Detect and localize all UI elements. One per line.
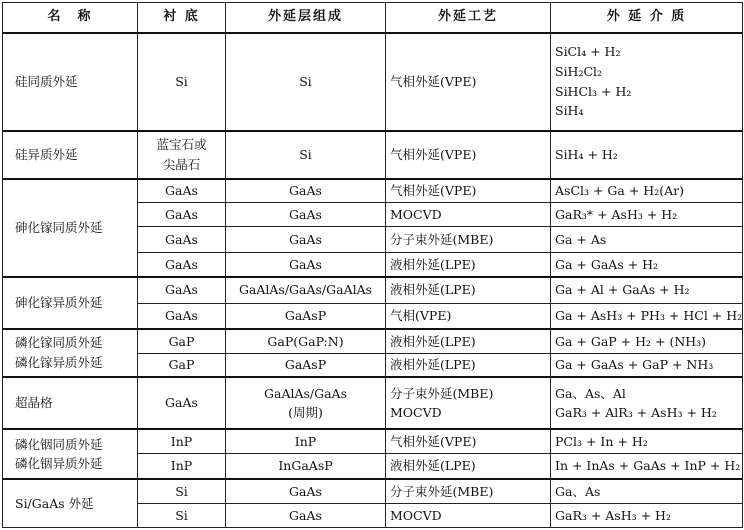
substrate-cell: [138, 253, 226, 277]
layer-cell-line: GaAs: [289, 207, 322, 223]
layer-cell: [226, 131, 386, 179]
layer-cell-line: Si: [299, 146, 312, 162]
medium-cell: [551, 303, 743, 329]
substrate-cell-line: Si: [175, 483, 188, 499]
medium-cell-line: SiHCl₃ + H₂: [555, 83, 632, 99]
material-name-line: 磷化铟异质外延: [15, 456, 103, 472]
substrate-cell: [138, 429, 226, 453]
process-cell-line: 液相外延(LPE): [390, 458, 476, 474]
substrate-cell: [138, 479, 226, 503]
material-name: [3, 179, 138, 277]
material-name-line: 磷化铟同质外延: [15, 436, 103, 452]
layer-cell-line: GaAs: [289, 256, 322, 272]
substrate-cell-line: GaAs: [165, 256, 198, 272]
material-name-line: 硅异质外延: [15, 146, 78, 162]
process-cell: [386, 479, 551, 503]
header-substrate: 衬 底: [138, 3, 226, 33]
medium-cell-line: Ga、As、Al: [555, 385, 626, 401]
medium-cell-line: SiH₄ + H₂: [555, 146, 618, 162]
medium-cell-line: Ga + As: [555, 232, 607, 248]
material-name-line: 硅同质外延: [15, 73, 78, 89]
layer-cell-line: GaAs: [289, 232, 322, 248]
layer-cell-line: InP: [294, 433, 317, 449]
medium-cell-line: AsCl₃ + Ga + H₂(Ar): [555, 183, 684, 199]
substrate-cell: [138, 33, 226, 131]
medium-cell: [551, 131, 743, 179]
substrate-cell-line: InP: [170, 433, 193, 449]
substrate-cell: [138, 227, 226, 253]
substrate-cell: [138, 179, 226, 203]
epitaxy-table: [2, 2, 742, 528]
substrate-cell: [138, 453, 226, 479]
medium-cell: [551, 277, 743, 303]
medium-cell: [551, 179, 743, 203]
layer-cell: [226, 303, 386, 329]
layer-cell: [226, 377, 386, 429]
table-row: [3, 179, 743, 203]
process-cell: [386, 227, 551, 253]
header-medium: 外 延 介 质: [551, 3, 743, 33]
process-cell-line: 气相(VPE): [390, 307, 452, 323]
process-cell-line: 液相外延(LPE): [390, 256, 476, 272]
process-cell: [386, 303, 551, 329]
substrate-cell-line: GaAs: [165, 232, 198, 248]
substrate-cell: [138, 353, 226, 377]
table-body: [3, 33, 743, 528]
process-cell: [386, 33, 551, 131]
material-name-line: Si/GaAs 外延: [15, 495, 94, 511]
material-name-line: 磷化镓同质外延: [15, 335, 103, 351]
substrate-cell-line: 尖晶石: [162, 156, 201, 172]
process-cell: [386, 377, 551, 429]
substrate-cell: [138, 203, 226, 227]
header-process: 外延工艺: [386, 3, 551, 33]
material-name-line: 砷化镓同质外延: [15, 220, 103, 236]
substrate-cell-line: GaAs: [165, 207, 198, 223]
medium-cell-line: GaR₃ + AsH₃ + H₂: [555, 507, 671, 523]
substrate-cell-line: Si: [175, 507, 188, 523]
material-name: [3, 429, 138, 479]
medium-cell: [551, 429, 743, 453]
header-row: [3, 3, 743, 33]
process-cell-line: 分子束外延(MBE): [390, 483, 494, 499]
material-name-line: 超晶格: [15, 395, 53, 411]
medium-cell-line: Ga、As: [555, 483, 601, 499]
medium-cell-line: Ga + GaAs + H₂: [555, 256, 659, 272]
medium-cell-line: Ga + GaP + H₂ + (NH₃): [555, 333, 707, 349]
layer-cell: [226, 203, 386, 227]
layer-cell-line: (周期): [288, 405, 323, 421]
table-row: [3, 429, 743, 453]
medium-cell-line: GaR₃* + AsH₃ + H₂: [555, 207, 678, 223]
layer-cell: [226, 479, 386, 503]
medium-cell-line: Ga + AsH₃ + PH₃ + HCl + H₂: [555, 307, 743, 323]
substrate-cell-line: 蓝宝石或: [156, 137, 207, 153]
layer-cell-line: GaAsP: [284, 307, 327, 323]
process-cell: [386, 329, 551, 353]
process-cell-line: MOCVD: [390, 207, 442, 223]
material-name: [3, 377, 138, 429]
medium-cell: [551, 453, 743, 479]
process-cell: [386, 429, 551, 453]
medium-cell: [551, 253, 743, 277]
medium-cell: [551, 479, 743, 503]
substrate-cell-line: GaAs: [165, 282, 198, 298]
process-cell: [386, 203, 551, 227]
material-name-line: 磷化镓异质外延: [15, 355, 103, 371]
substrate-cell: [138, 277, 226, 303]
layer-cell: [226, 353, 386, 377]
medium-cell-line: In + InAs + GaAs + InP + H₂: [555, 458, 741, 474]
material-name: [3, 33, 138, 131]
header-name: 名 称: [3, 3, 138, 33]
medium-cell-line: GaR₃ + AlR₃ + AsH₃ + H₂: [555, 405, 717, 421]
layer-cell-line: GaAs: [289, 483, 322, 499]
medium-cell-line: PCl₃ + In + H₂: [555, 433, 648, 449]
process-cell: [386, 277, 551, 303]
process-cell: [386, 131, 551, 179]
substrate-cell-line: GaP: [168, 333, 195, 349]
substrate-cell-line: GaP: [168, 357, 195, 373]
substrate-cell: [138, 303, 226, 329]
medium-cell-line: SiH₄: [555, 103, 584, 119]
medium-cell: [551, 353, 743, 377]
medium-cell-line: SiCl₄ + H₂: [555, 44, 621, 60]
process-cell: [386, 179, 551, 203]
epitaxy-table-grid: [2, 2, 743, 528]
process-cell-line: 液相外延(LPE): [390, 357, 476, 373]
layer-cell: [226, 277, 386, 303]
process-cell: [386, 503, 551, 527]
medium-cell: [551, 329, 743, 353]
table-row: [3, 329, 743, 353]
substrate-cell-line: GaAs: [165, 307, 198, 323]
table-row: [3, 33, 743, 131]
medium-cell: [551, 377, 743, 429]
medium-cell-line: Ga + GaAs + GaP + NH₃: [555, 357, 714, 373]
substrate-cell-line: InP: [170, 458, 193, 474]
substrate-cell: [138, 377, 226, 429]
substrate-cell: [138, 131, 226, 179]
layer-cell-line: InGaAsP: [278, 458, 333, 474]
layer-cell-line: GaAsP: [284, 357, 327, 373]
layer-cell-line: GaP(GaP:N): [267, 333, 344, 349]
medium-cell: [551, 503, 743, 527]
medium-cell-line: SiH₂Cl₂: [555, 63, 603, 79]
table-row: [3, 277, 743, 303]
layer-cell-line: GaAlAs/GaAs/GaAlAs: [238, 282, 373, 298]
process-cell-line: 分子束外延(MBE): [390, 385, 494, 401]
layer-cell: [226, 503, 386, 527]
material-name: [3, 277, 138, 329]
table-row: [3, 377, 743, 429]
medium-cell: [551, 33, 743, 131]
substrate-cell-line: Si: [175, 73, 188, 89]
substrate-cell-line: GaAs: [165, 183, 198, 199]
layer-cell: [226, 227, 386, 253]
substrate-cell: [138, 503, 226, 527]
layer-cell: [226, 453, 386, 479]
process-cell: [386, 253, 551, 277]
layer-cell-line: GaAs: [289, 507, 322, 523]
process-cell-line: 气相外延(VPE): [390, 73, 477, 89]
medium-cell: [551, 203, 743, 227]
material-name: [3, 329, 138, 377]
process-cell-line: 气相外延(VPE): [390, 146, 477, 162]
material-name: [3, 479, 138, 527]
process-cell-line: 气相外延(VPE): [390, 183, 477, 199]
process-cell-line: 液相外延(LPE): [390, 333, 476, 349]
process-cell: [386, 453, 551, 479]
substrate-cell: [138, 329, 226, 353]
substrate-cell-line: GaAs: [165, 395, 198, 411]
material-name: [3, 131, 138, 179]
header-layer: 外延层组成: [226, 3, 386, 33]
process-cell-line: 液相外延(LPE): [390, 282, 476, 298]
medium-cell-line: Ga + Al + GaAs + H₂: [555, 282, 690, 298]
layer-cell: [226, 179, 386, 203]
layer-cell: [226, 253, 386, 277]
layer-cell-line: Si: [299, 73, 312, 89]
layer-cell: [226, 429, 386, 453]
process-cell-line: MOCVD: [390, 405, 442, 421]
table-row: [3, 131, 743, 179]
process-cell-line: 气相外延(VPE): [390, 433, 477, 449]
process-cell-line: MOCVD: [390, 507, 442, 523]
process-cell-line: 分子束外延(MBE): [390, 232, 494, 248]
layer-cell-line: GaAs: [289, 183, 322, 199]
layer-cell: [226, 329, 386, 353]
process-cell: [386, 353, 551, 377]
medium-cell: [551, 227, 743, 253]
material-name-line: 砷化镓异质外延: [15, 295, 103, 311]
layer-cell: [226, 33, 386, 131]
table-row: [3, 479, 743, 503]
layer-cell-line: GaAlAs/GaAs: [264, 385, 347, 401]
